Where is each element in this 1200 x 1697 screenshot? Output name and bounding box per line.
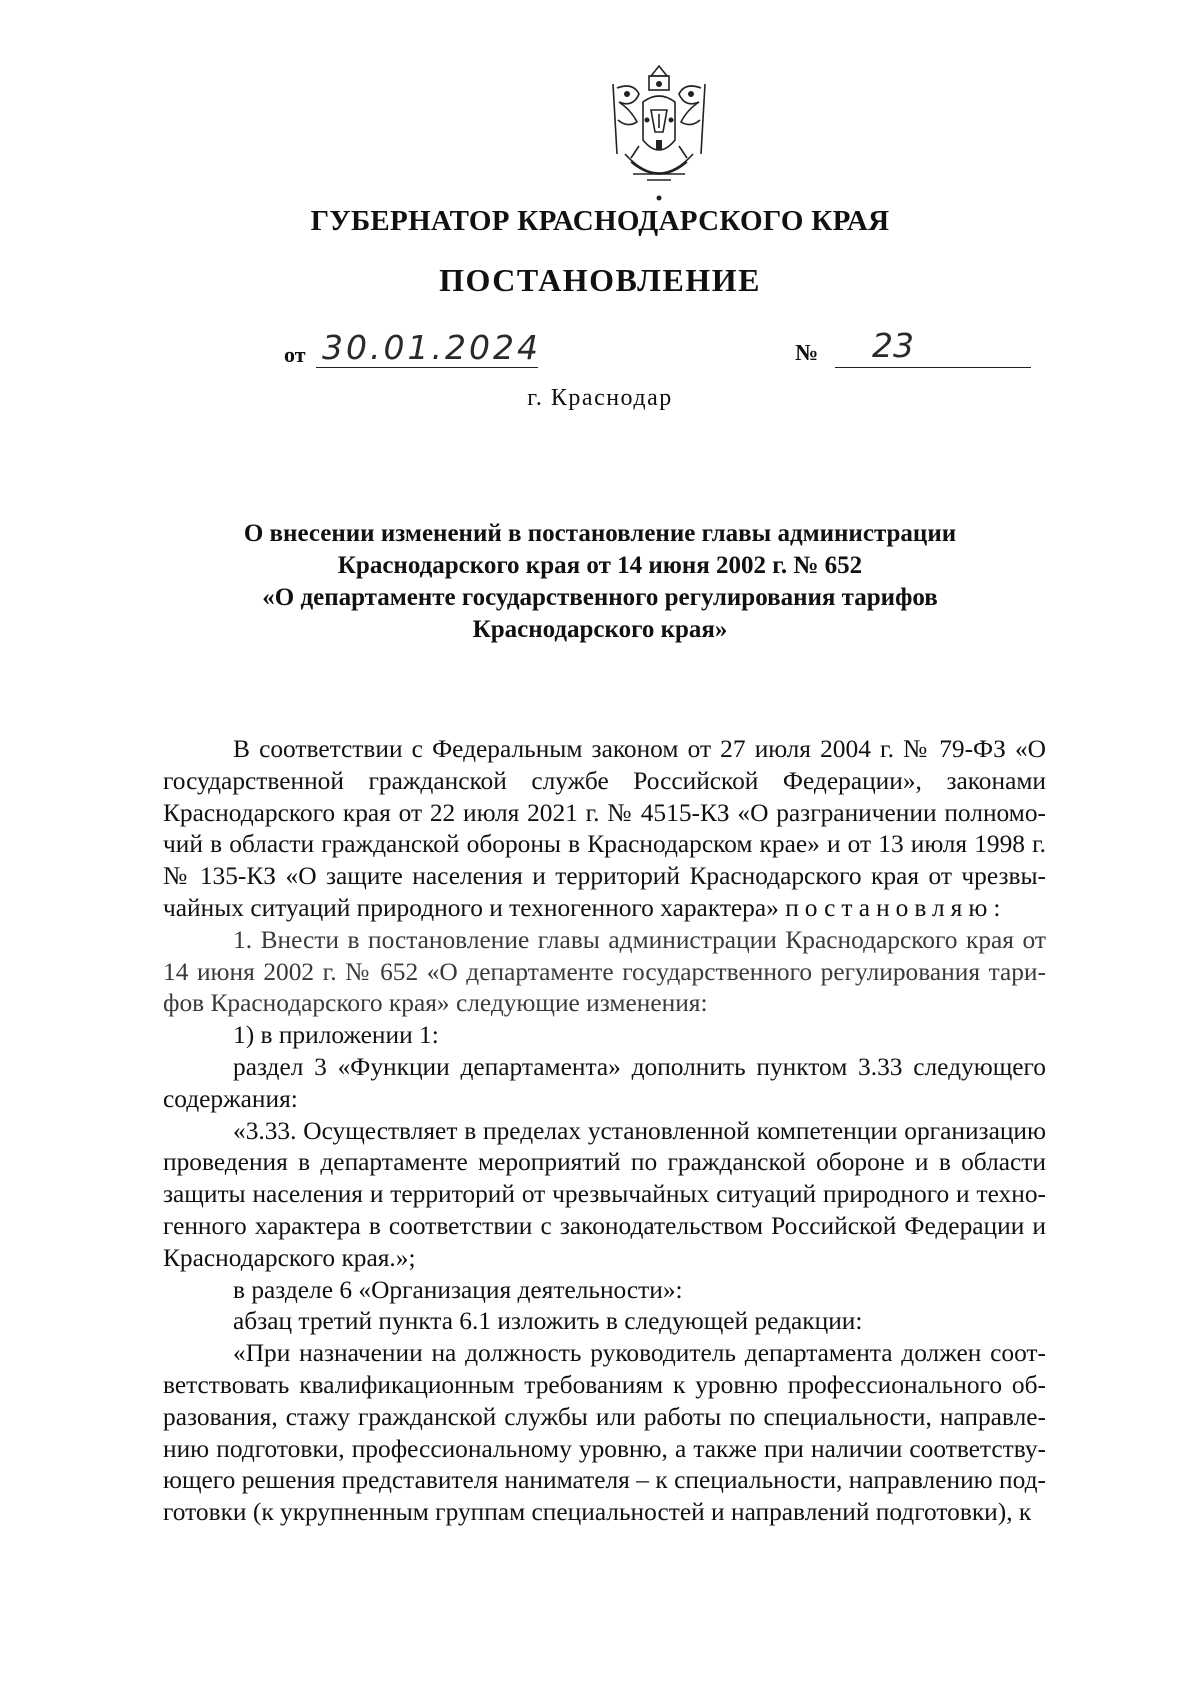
title-line: О внесении изменений в постановление главы администрации: [243, 520, 957, 547]
date-prefix: от: [284, 342, 306, 367]
point-3-33-paragraph: «3.33. Осуществляет в пределах установленной компетенции организацию проведения в департаменте мероприятий по гражданской обороне и в области защиты населения и территорий от чрезвычайных ситуаций природного и техногенного характера в соответствии с законодательством Российской Федерации и Краснодарского края.»;: [163, 1116, 1046, 1272]
title-line: Краснодарского края от 14 июня 2002 г. № 652: [337, 552, 863, 579]
date-underline: [316, 367, 538, 368]
item-1-paragraph: 1. Внести в постановление главы администрации Краснодарского края от 14 июня 2002 г. № 652 «О департаменте государственного регулирования тарифов Краснодарского края» следующие изменения:: [163, 925, 1046, 1018]
city: г. Краснодар: [527, 385, 673, 411]
point-6-1-paragraph: абзац третий пункта 6.1 изложить в следующей редакции:: [233, 1307, 863, 1336]
number-prefix: №: [795, 340, 819, 365]
section-6-paragraph: в разделе 6 «Организация деятельности»:: [233, 1275, 683, 1304]
document-type-heading: ПОСТАНОВЛЕНИЕ: [439, 262, 761, 298]
handwritten-number: 23: [872, 326, 914, 365]
date-number-row: [0, 326, 1200, 370]
document-body: [163, 734, 1046, 1529]
issuing-authority: ГУБЕРНАТОР КРАСНОДАРСКОГО КРАЯ: [310, 205, 890, 237]
number-underline: [835, 367, 1031, 368]
resolve-word: постановляю:: [785, 893, 1007, 922]
section-3-paragraph: раздел 3 «Функции департамента» дополнить пунктом 3.33 следующего содержания:: [163, 1052, 1046, 1113]
document-title: [160, 518, 1040, 646]
handwritten-date: 30.01.2024: [322, 328, 541, 367]
new-wording-paragraph: «При назначении на должность руководитель департамента должен соответствовать квалификационным требованиям к уровню профессионального образования, стажу гражданской службы или работы по специальности, направлению подготовки, профессиональному уровню, а также при наличии соответствующего решения представителя нанимателя – к специальности, направлению подготовки (к укрупненным группам специальностей и направлений подготовки), к: [163, 1339, 1046, 1527]
krasnodar-coat-of-arms-emblem: [603, 62, 715, 204]
preamble-text: В соответствии с Федеральным законом от 27 июля 2004 г. № 79-ФЗ «О государственной гражданской службе Российской Федерации», законами Краснодарского края от 22 июля 2021 г. № 4515-КЗ «О разграничении полномочий в области гражданской обороны в Краснодарском крае» и от 13 июля 1998 г. № 135-КЗ «О защите населения и территорий Краснодарского края от чрезвычайных ситуаций природного и техногенного характера»: [163, 735, 1046, 922]
subitem-1-paragraph: 1) в приложении 1:: [233, 1021, 439, 1050]
title-line: Краснодарского края»: [472, 616, 728, 643]
preamble-paragraph: [163, 734, 1046, 925]
title-line: «О департаменте государственного регулирования тарифов: [262, 584, 938, 611]
